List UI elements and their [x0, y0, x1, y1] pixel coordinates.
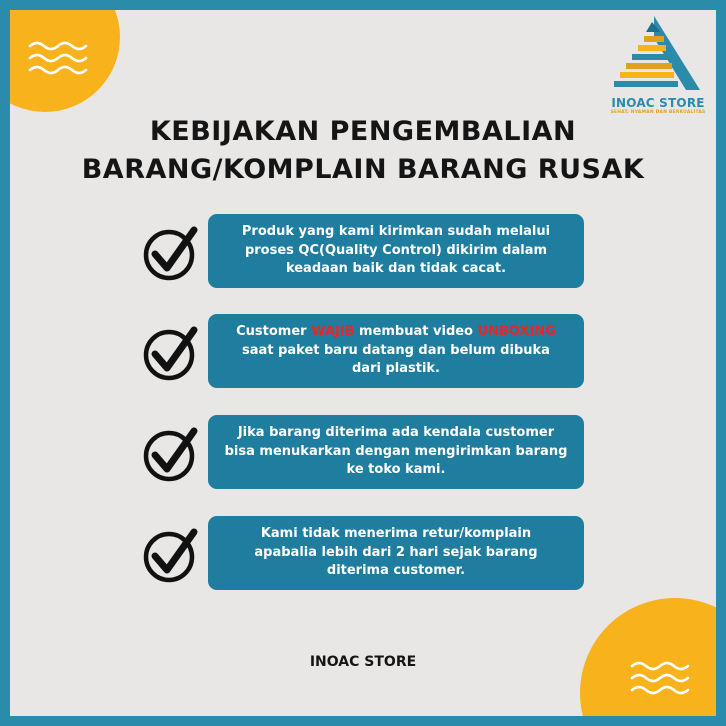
highlight-unboxing: UNBOXING — [477, 324, 556, 340]
policy-text: diterima customer. — [326, 563, 466, 579]
wave-icon — [630, 658, 694, 698]
policy-item — [208, 214, 584, 288]
policy-text: Produk yang kami kirimkan sudah melalui — [241, 224, 551, 240]
corner-decoration-bottom-right — [580, 598, 716, 716]
policy-text: Kami tidak menerima retur/komplain — [260, 526, 532, 542]
page-title — [70, 113, 656, 189]
policy-text: saat paket baru datang dan belum dibuka — [242, 342, 550, 358]
policy-text — [236, 323, 556, 342]
policy-item — [208, 516, 584, 590]
check-circle-icon — [142, 425, 200, 483]
footer-store-name: INOAC STORE — [309, 654, 417, 670]
policy-text: Jika barang diterima ada kendala customer — [237, 425, 555, 441]
policy-text: dari plastik. — [352, 361, 440, 377]
logo-name: INOAC STORE — [611, 96, 705, 110]
highlight-wajib: WAJIB — [311, 324, 355, 340]
check-circle-icon — [142, 324, 200, 382]
check-circle-icon — [142, 224, 200, 282]
logo-tagline: SEHAT, NYAMAN DAN BERKUALITAS — [610, 110, 706, 115]
check-circle-icon — [142, 526, 200, 584]
wave-icon — [28, 38, 92, 78]
policy-text: proses QC(Quality Control) dikirim dalam — [244, 242, 548, 258]
policy-text: keadaan baik dan tidak cacat. — [285, 261, 507, 277]
policy-text-part: membuat video — [354, 324, 478, 340]
policy-text-part: Customer — [236, 324, 312, 340]
title-line: BARANG/KOMPLAIN BARANG RUSAK — [81, 154, 645, 185]
policy-item — [208, 415, 584, 489]
policy-text: apabalia lebih dari 2 hari sejak barang — [254, 544, 538, 560]
policy-item — [208, 314, 584, 388]
policy-text: ke toko kami. — [346, 462, 446, 478]
policy-text: bisa menukarkan dengan mengirimkan barang — [224, 443, 568, 459]
title-line: KEBIJAKAN PENGEMBALIAN — [149, 116, 577, 147]
poster-background — [10, 10, 716, 716]
